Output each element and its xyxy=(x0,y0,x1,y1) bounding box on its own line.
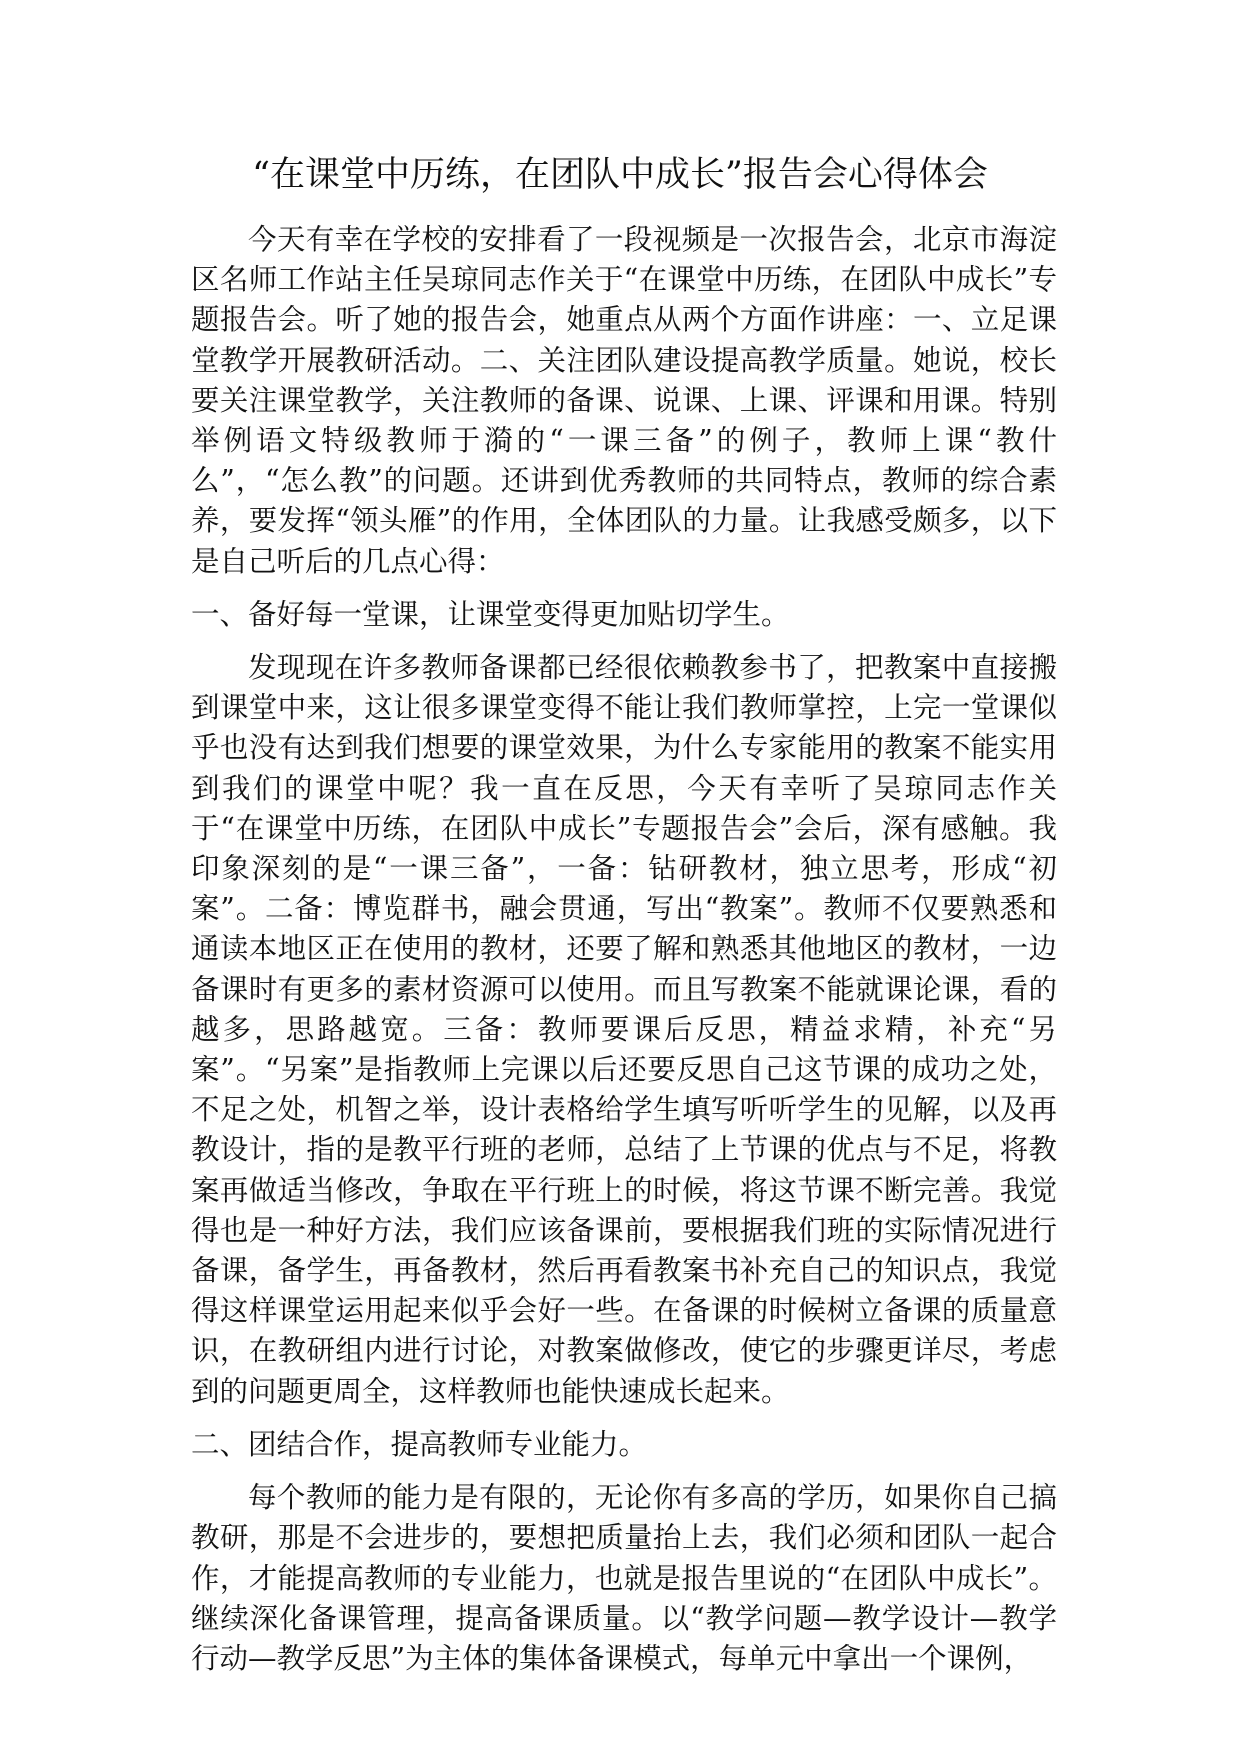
section-heading-1: 一、备好每一堂课，让课堂变得更加贴切学生。 xyxy=(191,597,790,631)
intro-paragraph: 今天有幸在学校的安排看了一段视频是一次报告会，北京市海淀区名师工作站主任吴琼同志作关于“在课堂中历练，在团队中成长”专题报告会。听了她的报告会，她重点从两个方面作讲座：一、立足课堂教学开展教研活动。二、关注团队建设提高教学质量。她说，校长要关注课堂教学，关注教师的备课、说课、上课、评课和用课。特别举例语文特级教师于漪的“一课三备”的例子，教师上课“教什么”，“怎么教”的问题。还讲到优秀教师的共同特点，教师的综合素养，要发挥“领头雁”的作用，全体团队的力量。让我感受颇多，以下是自己听后的几点心得： xyxy=(191,223,1057,578)
document-title: “在课堂中历练，在团队中成长”报告会心得体会 xyxy=(252,155,988,195)
section-paragraph-2: 每个教师的能力是有限的，无论你有多高的学历，如果你自己搞教研，那是不会进步的，要想把质量抬上去，我们必须和团队一起合作，才能提高教师的专业能力，也就是报告里说的“在团队中成长”。继续深化备课管理，提高备课质量。以“教学问题—教学设计—教学行动—教学反思”为主体的集体备课模式，每单元中拿出一个课例， xyxy=(191,1481,1057,1675)
section-paragraph-1: 发现现在许多教师备课都已经很依赖教参书了，把教案中直接搬到课堂中来，这让很多课堂变得不能让我们教师掌控，上完一堂课似乎也没有达到我们想要的课堂效果，为什么专家能用的教案不能实用到我们的课堂中呢？我一直在反思，今天有幸听了吴琼同志作关于“在课堂中历练，在团队中成长”专题报告会”会后，深有感触。我印象深刻的是“一课三备”，一备：钻研教材，独立思考，形成“初案”。二备：博览群书，融会贯通，写出“教案”。教师不仅要熟悉和通读本地区正在使用的教材，还要了解和熟悉其他地区的教材，一边备课时有更多的素材资源可以使用。而且写教案不能就课论课，看的越多，思路越宽。三备：教师要课后反思，精益求精，补充“另案”。“另案”是指教师上完课以后还要反思自己这节课的成功之处，不足之处，机智之举，设计表格给学生填写听听学生的见解，以及再教设计，指的是教平行班的老师，总结了上节课的优点与不足，将教案再做适当修改，争取在平行班上的时候，将这节课不断完善。我觉得也是一种好方法，我们应该备课前，要根据我们班的实际情况进行备课，备学生，再备教材，然后再看教案书补充自己的知识点，我觉得这样课堂运用起来似乎会好一些。在备课的时候树立备课的质量意识，在教研组内进行讨论，对教案做修改，使它的步骤更详尽，考虑到的问题更周全，这样教师也能快速成长起来。 xyxy=(191,651,1057,1408)
document-body xyxy=(191,220,1057,1679)
section-heading-2: 二、团结合作，提高教师专业能力。 xyxy=(191,1427,648,1461)
